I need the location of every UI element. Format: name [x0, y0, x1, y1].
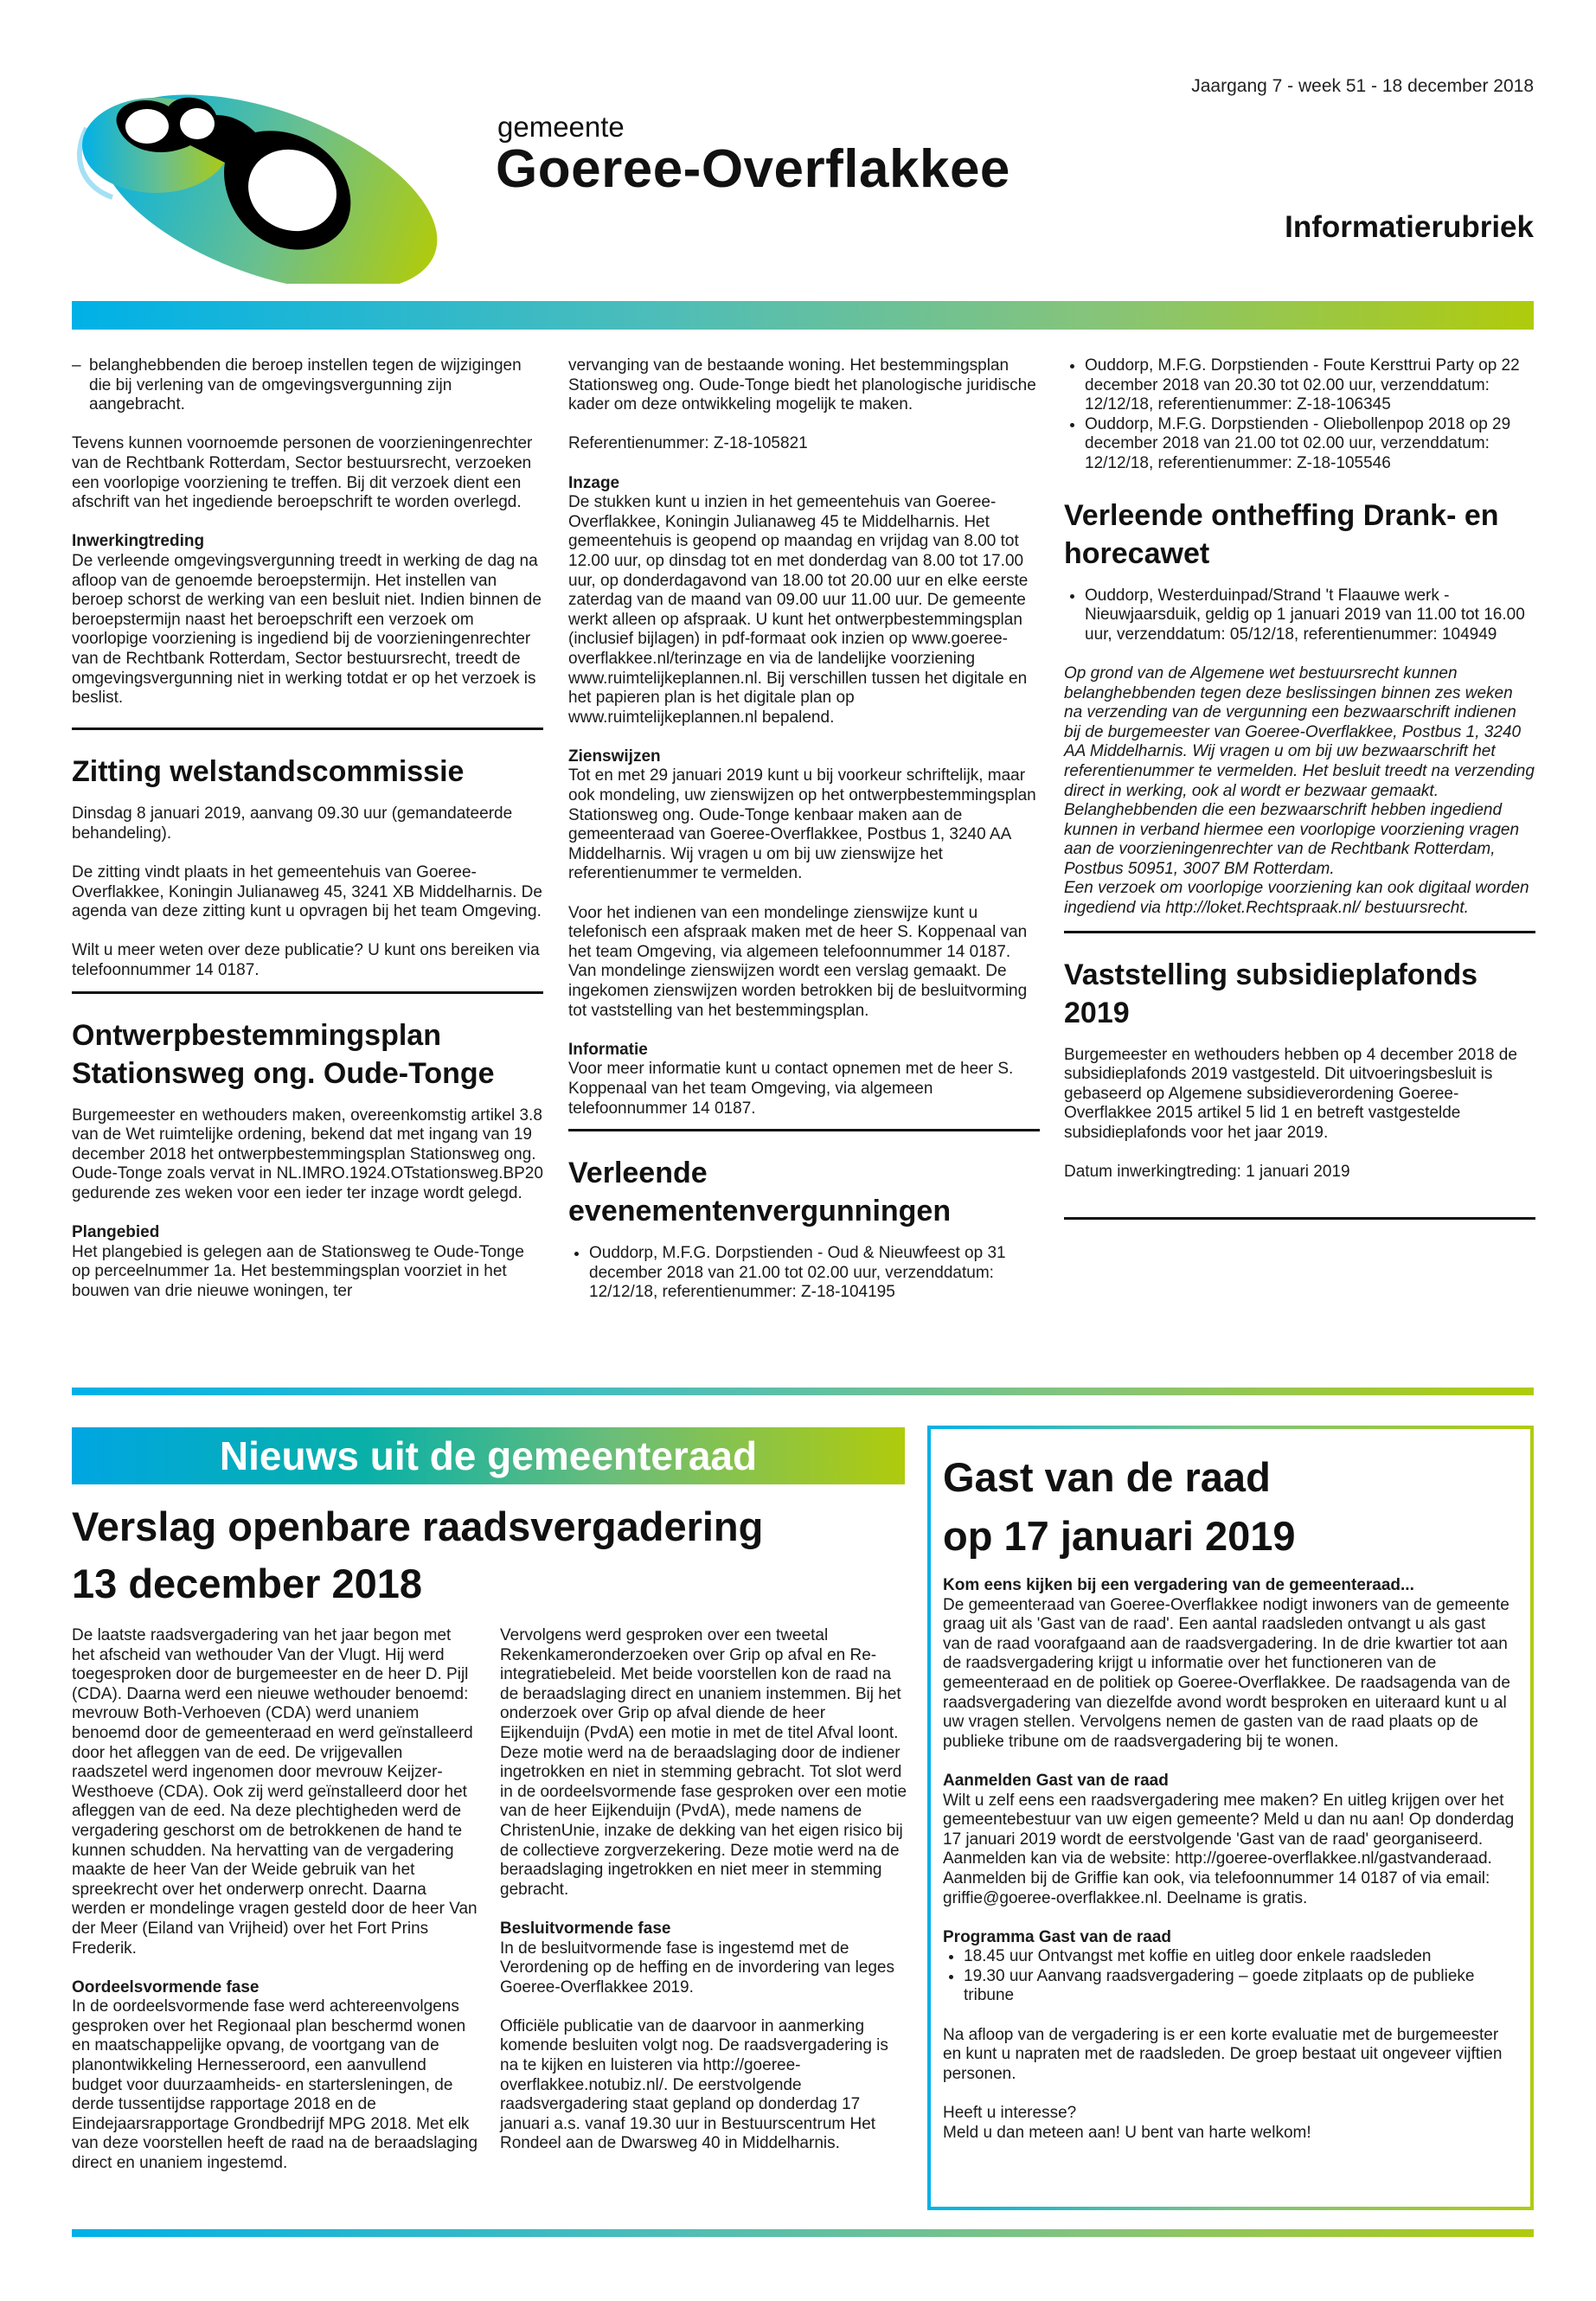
column-1 [72, 356, 543, 1321]
paragraph: De laatste raadsvergadering van het jaar begon met het afscheid van wethouder Van der Vlugt. Hij werd toegesproken door de burgemeester en de heer D. Pijl (CDA). Daarna werd een nieuwe wethouder benoemd: mevrouw Both-Verhoeven (CDA) werd unaniem benoemd door de gemeenteraad en werd geïnstalleerd door het afleggen van de eed. De vrijgevallen raadszetel werd ingenomen door mevrouw Keijzer-Westhoeve (CDA). Ook zij werd geïnstalleerd door het afleggen van de eed. Na deze plechtigheden werd de vergadering geschorst om de betrokkenen de hand te kunnen schudden. Na hervatting van de vergadering maakte de heer Van der Weide gebruik van het spreekrecht over het onderwerp onrecht. Daarna werden er mondelinge vragen gesteld door de heer Van der Meer (Eiland van Vrijheid) over het Fort Prins Frederik. [72, 1626, 478, 1958]
news-banner: Nieuws uit de gemeenteraad [72, 1427, 905, 1484]
paragraph: Dinsdag 8 januari 2019, aanvang 09.30 uur (gemandateerde behandeling). [72, 804, 513, 843]
subheading: Aanmelden Gast van de raad [943, 1771, 1169, 1790]
raad-column-2 [500, 1626, 908, 2174]
paragraph: Officiële publicatie van de daarvoor in aanmerking komende besluiten volgt nog. De raadsvergadering is na te kijken en luisteren via http://goeree-overflakkee.notubiz.nl/. De eerstvolgende raadsvergadering staat gepland op donderdag 17 januari a.s. vanaf 19.30 uur in Bestuurscentrum Het Rondeel aan de Dwarsweg 40 in Middelharnis. [500, 2016, 888, 2153]
paragraph: Op grond van de Algemene wet bestuursrecht kunnen belanghebbenden tegen deze beslissingen binnen zes weken na verzending van de vergunning een bezwaarschrift indienen bij de burgemeester van Goeree-Overflakkee, Postbus 1, 3240 AA Middelharnis. Wij vragen u om bij uw bezwaarschrift het referentienummer te vermelden. Het besluit treedt na verzending direct in werking, ook al wordt er bezwaar gemaakt. Belanghebbenden die een bezwaarschrift hebben ingediend kunnen in verband hiermee een voorlopige voorziening vragen aan de voorzieningenrechter van de Rechtbank Rotterdam, Postbus 50951, 3007 BM Rotterdam. [1064, 663, 1535, 878]
column-3 [1064, 356, 1535, 1220]
list-item: • Ouddorp, M.F.G. Dorpstienden - Oliebollenpop 2018 op 29 december 2018 van 21.00 tot 02.00 uur, verzenddatum: 12/12/18, referentienummer: Z-18-105546 [1085, 415, 1535, 474]
headline-line: 13 december 2018 [72, 1561, 423, 1606]
paragraph: Na afloop van de vergadering is er een korte evaluatie met de burgemeester en kunt u napraten met de raadsleden. De groep bestaat uit ongeveer vijftien personen. [943, 2025, 1503, 2083]
list-item: • 18.45 uur Ontvangst met koffie en uitleg door enkele raadsleden [964, 1947, 1515, 1967]
list-item: • Ouddorp, M.F.G. Dorpstienden - Foute Kersttrui Party op 22 december 2018 van 20.30 tot 02.00 uur, verzenddatum: 12/12/18, referentienummer: Z-18-106345 [1085, 356, 1535, 415]
subheading: Zienswijzen [568, 747, 661, 766]
section-heading: Verleende ontheffing Drank- en horecawet [1064, 498, 1499, 570]
subheading: Oordeelsvormende fase [72, 1977, 260, 1997]
paragraph: Tevens kunnen voornoemde personen de voorzieningenrechter van de Rechtbank Rotterdam, Sector bestuursrecht, verzoeken een voorlopige voorziening te treffen. Bij dit verzoek dient een afschrift van het ingediende beroepschrift te worden overlegd. [72, 434, 533, 512]
section-heading: Verleende evenementenvergunningen [568, 1157, 952, 1228]
raad-column-1 [72, 1626, 478, 2193]
section-gradient-bar [72, 1388, 1534, 1395]
list-item: • 19.30 uur Aanvang raadsvergadering – goede zitplaats op de publieke tribune [964, 1967, 1515, 2006]
section-title: Informatierubriek [1285, 210, 1534, 244]
paragraph: Vervolgens werd gesproken over een tweetal Rekenkameronderzoeken over Grip op afval en Re-integratiebeleid. Met beide voorstellen kon de raad na de beraadslaging direct en unaniem instemmen. Bij het onderzoek over Grip op afval diende de heer Eijkenduijn (PvdA) een motie in met de titel Afval loont. Deze motie werd na de beraadslaging door de indiener ingetrokken en niet in stemming gebracht. Tot slot werd in de oordeelsvormende fase gesproken over een motie van de heer Eijkenduijn (PvdA), mede namens de ChristenUnie, inzake de dekking van het eigen risico bij de collectieve zorgverzekering. Deze motie werd na de beraadslaging ingetrokken en niet meer in stemming gebracht. [500, 1626, 907, 1899]
subheading: Kom eens kijken bij een vergadering van de gemeenteraad... [943, 1576, 1414, 1594]
subheading: Programma Gast van de raad [943, 1927, 1171, 1946]
subheading: Plangebied [72, 1223, 160, 1242]
headline-line: Verslag openbare raadsvergadering [72, 1503, 764, 1549]
list-item: • Ouddorp, Westerduinpad/Strand 't Flaauwe werk - Nieuwjaarsduik, geldig op 1 januari 2019 van 11.00 tot 16.00 uur, verzenddatum: 05/12/18, referentienummer: 104949 [1085, 586, 1535, 645]
divider [1064, 1217, 1535, 1220]
paragraph: Wilt u zelf eens een raadsvergadering mee maken? En uitleg krijgen over het gemeentebestuur van uw eigen gemeente? Meld u dan nu aan! Op donderdag 17 januari 2019 wordt de eerstvolgende 'Gast van de raad' georganiseerd. Aanmelden kan via de website: http://goeree-overflakkee.nl/gastvanderaad. Aanmelden bij de Griffie kan ook, via telefoonnummer 14 0187 of via email: griffie@goeree-overflakkee.nl. Deelname is gratis. [943, 1791, 1515, 1907]
subheading: Besluitvormende fase [500, 1919, 671, 1938]
list-item: • Ouddorp, M.F.G. Dorpstienden - Oud & Nieuwfeest op 31 december 2018 van 21.00 tot 02.00 uur, verzenddatum: 12/12/18, referentienummer: Z-18-104195 [589, 1244, 1040, 1303]
list-item: – belanghebbenden die beroep instellen tegen de wijzigingen die bij verlening van de omgevingsvergunning zijn aangebracht. [89, 356, 543, 415]
section-heading: Ontwerpbestemmingsplan Stationsweg ong. Oude-Tonge [72, 1018, 495, 1090]
paragraph: Burgemeester en wethouders maken, overeenkomstig artikel 3.8 van de Wet ruimtelijke ordening, bekend dat met ingang van 19 december 2018 het ontwerpbestemmingsplan Stationsweg ong. Oude-Tonge zoals vervat in NL.IMRO.1924.OTstationsweg.BP20 gedurende zes weken voor een ieder ter inzage wordt gelegd. [72, 1106, 543, 1202]
divider [568, 1129, 1040, 1131]
paragraph: In de besluitvormende fase is ingestemd met de Verordening op de heffing en de invordering van leges Goeree-Overflakkee 2019. [500, 1939, 894, 1997]
header-gradient-bar [72, 301, 1534, 330]
paragraph: Voor meer informatie kunt u contact opnemen met de heer S. Koppenaal van het team Omgeving, via algemeen telefoonnummer 14 0187. [568, 1060, 1014, 1118]
logo-icon [61, 76, 458, 284]
paragraph: De gemeenteraad van Goeree-Overflakkee nodigt inwoners van de gemeente graag uit als 'Gast van de raad'. Een aantal raadsleden ontvangt u als gast van de raad voorafgaand aan de raadsvergadering. In de drie kwartier tot aan de raadsvergadering krijgt u informatie over het functioneren van de gemeenteraad en de politiek op Goeree-Overflakkee. De raadsagenda van de raadsvergadering van diezelfde avond wordt besproken en uiteraard kunt u al uw vragen stellen. Vervolgens nemen de gasten van de raad plaats op de publieke tribune om de raadsvergadering bij te wonen. [943, 1595, 1510, 1751]
paragraph: Een verzoek om voorlopige voorziening kan ook digitaal worden ingediend via http://loket.Rechtspraak.nl/ bestuursrecht. [1064, 879, 1529, 918]
paragraph: Wilt u meer weten over deze publicatie? U kunt ons bereiken via telefoonnummer 14 0187. [72, 941, 540, 980]
paragraph: Datum inwerkingtreding: 1 januari 2019 [1064, 1163, 1350, 1182]
box-title [943, 1448, 1515, 1566]
gast-van-de-raad-box [927, 1426, 1534, 2210]
paragraph: De zitting vindt plaats in het gemeentehuis van Goeree-Overflakkee, Koningin Julianaweg 45, 3241 XB Middelharnis. De agenda van deze zitting kunt u opvragen bij het team Omgeving. [72, 863, 542, 921]
column-2 [568, 356, 1040, 1323]
paragraph: Tot en met 29 januari 2019 kunt u bij voorkeur schriftelijk, maar ook mondeling, uw zienswijzen op het ontwerpbestemmingsplan Stationsweg ong. Oude-Tonge kenbaar maken aan de gemeenteraad van Goeree-Overflakkee, Postbus 1, 3240 AA Middelharnis. Wij vragen u om bij uw zienswijze het referentienummer te vermelden. [568, 766, 1036, 883]
closing-line: Heeft u interesse? [943, 2104, 1077, 2123]
org-name: Goeree-Overflakkee [496, 139, 1010, 199]
paragraph: De stukken kunt u inzien in het gemeentehuis van Goeree-Overflakkee, Koningin Julianaweg 45 te Middelharnis. Het gemeentehuis is geopend op maandag en vrijdag van 8.00 tot 12.00 uur, op dinsdag tot en met donderdag van 8.00 tot 17.00 uur, op donderdagavond van 18.00 tot 20.00 uur en elke eerste zaterdag van de maand van 09.00 uur 11.00 uur. De gemeente werkt alleen op afspraak. U kunt het ontwerpbestemmingsplan (inclusief bijlagen) in pdf-formaat ook inzien op www.goeree-overflakkee.nl/terinzage en via de landelijke voorziening www.ruimtelijkeplannen.nl. Bij verschillen tussen het digitale en het papieren plan is het digitale plan op www.ruimtelijkeplannen.nl bepalend. [568, 493, 1029, 727]
paragraph: Het plangebied is gelegen aan de Stationsweg te Oude-Tonge op perceelnummer 1a. Het bestemmingsplan voorziet in het bouwen van drie nieuwe woningen, ter [72, 1242, 524, 1300]
paragraph: Burgemeester en wethouders hebben op 4 december 2018 de subsidieplafonds 2019 vastgesteld. Dit uitvoeringsbesluit is gebaseerd op Algemene subsidieverordening Goeree-Overflakkee 2015 artikel 5 lid 1 en betreft vastgestelde subsidieplafonds voor het jaar 2019. [1064, 1045, 1517, 1143]
section-heading: Zitting welstandscommissie [72, 755, 465, 789]
section-heading: Vaststelling subsidieplafonds 2019 [1064, 958, 1477, 1029]
subheading: Informatie [568, 1040, 648, 1059]
box-title-line: Gast van de raad [943, 1454, 1271, 1500]
subheading: Inzage [568, 473, 620, 492]
divider [72, 727, 543, 730]
paragraph: Voor het indienen van een mondelinge zienswijze kunt u telefonisch een afspraak maken met de heer S. Koppenaal van het team Omgeving, via algemeen telefoonnummer 14 0187. Van mondelinge zienswijzen wordt een verslag gemaakt. De ingekomen zienswijzen worden betrokken bij de besluitvorming tot vaststelling van het bestemmingsplan. [568, 903, 1028, 1020]
closing-line: Meld u dan meteen aan! U bent van harte welkom! [943, 2123, 1311, 2142]
paragraph: In de oordeelsvormende fase werd achtereenvolgens gesproken over het Regionaal plan beschermd wonen en maatschappelijke opvang, de voortgang van de planontwikkeling Hernesseroord, een aanvullend budget voor duurzaamheids- en startersleningen, de derde tussentijdse rapportage 2018 en de Eindejaarsrapportage Grondbedrijf MPG 2018. Met elk van deze voorstellen heeft de raad na de beraadslaging direct en unaniem ingestemd. [72, 1997, 478, 2173]
paragraph: vervanging van de bestaande woning. Het bestemmingsplan Stationsweg ong. Oude-Tonge biedt het planologische juridische kader om deze ontwikkeling mogelijk te maken. [568, 356, 1036, 414]
divider [72, 991, 543, 994]
org-prefix: gemeente [497, 111, 625, 143]
subheading: Inwerkingtreding [72, 532, 205, 551]
footer-gradient-bar [72, 2229, 1534, 2237]
issue-date: Jaargang 7 - week 51 - 18 december 2018 [1191, 76, 1534, 96]
box-title-line: op 17 januari 2019 [943, 1513, 1296, 1559]
reference-number: Referentienummer: Z-18-105821 [568, 434, 808, 453]
divider [1064, 931, 1535, 933]
article-headline [72, 1498, 763, 1612]
paragraph: De verleende omgevingsvergunning treedt in werking de dag na afloop van de genoemde beroepstermijn. Het instellen van beroep schorst de werking van een besluit niet. Indien binnen de beroepstermijn naast het beroepschrift een verzoek om voorlopige voorziening is ingediend bij de voorzieningenrechter van de Rechtbank Rotterdam, Sector bestuursrecht, treedt de omgevingsvergunning niet in werking totdat er op het verzoek is beslist. [72, 551, 542, 708]
